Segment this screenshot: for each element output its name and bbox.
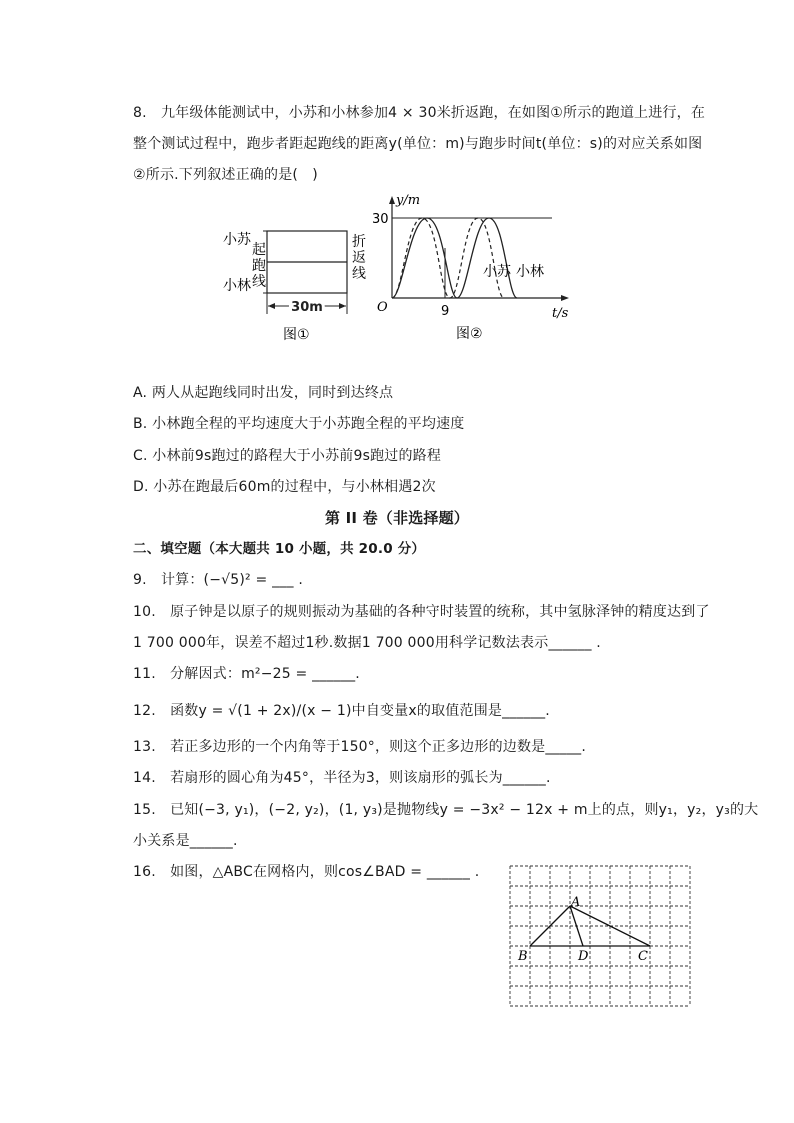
q11: 11. 分解因式：m²−25 = ______. <box>133 666 360 682</box>
q8-option-a: A. 两人从起跑线同时出发，同时到达终点 <box>133 385 394 401</box>
point-c-label: C <box>638 949 648 964</box>
fig1-start-line-char-2: 跑 <box>252 258 266 274</box>
curve-lin <box>392 218 517 298</box>
q8-option-b: B. 小林跑全程的平均速度大于小苏跑全程的平均速度 <box>133 416 465 432</box>
fig2-x-axis-label: t/s <box>552 306 569 321</box>
fig2-origin: O <box>377 300 388 315</box>
fig2-y-axis-label: y/m <box>396 193 421 208</box>
q10-line-2: 1 700 000年，误差不超过1秒.数据1 700 000用科学记数法表示______ . <box>133 635 601 651</box>
q15-line-2: 小关系是______. <box>133 833 238 849</box>
q8-option-d: D. 小苏在跑最后60m的过程中，与小林相遇2次 <box>133 479 436 495</box>
section-title: 二、填空题（本大题共 10 小题，共 20.0 分） <box>133 541 426 557</box>
q8-figure-1 <box>215 200 385 345</box>
fig2-label-su: 小苏 <box>483 264 511 280</box>
q9: 9. 计算：(−√5)² = ___ . <box>133 572 303 588</box>
curve-su <box>392 218 504 298</box>
fig2-label-lin: 小林 <box>516 264 544 280</box>
q8-stem-line-3: ②所示.下列叙述正确的是( ) <box>133 167 318 183</box>
fig1-turn-line-char-3: 线 <box>352 266 366 282</box>
q13: 13. 若正多边形的一个内角等于150°，则这个正多边形的边数是_____. <box>133 739 587 755</box>
q15-line-1: 15. 已知(−3, y₁)，(−2, y₂)，(1, y₃)是抛物线y = −3x² − 12x + m上的点，则y₁，y₂，y₃的大 <box>133 802 759 818</box>
q8-stem-line-1: 8. 九年级体能测试中，小苏和小林参加4 × 30米折返跑，在如图①所示的跑道上进行，在 <box>133 105 706 121</box>
fig1-caption: 图① <box>283 327 310 343</box>
fig1-length-label: 30m <box>291 300 323 315</box>
q8-figure-2 <box>372 190 582 345</box>
point-b-label: B <box>518 949 528 964</box>
fig1-label-lin: 小林 <box>223 278 251 294</box>
part2-title: 第 II 卷（非选择题） <box>324 509 469 527</box>
fig1-start-line-char-3: 线 <box>252 274 266 290</box>
fig1-turn-line-char-1: 折 <box>352 234 366 250</box>
q16-grid-figure <box>505 862 695 1012</box>
q8-stem-line-2: 整个测试过程中，跑步者距起跑线的距离y(单位：m)与跑步时间t(单位：s)的对应关系如图 <box>133 136 703 152</box>
q8-option-c: C. 小林前9s跑过的路程大于小苏前9s跑过的路程 <box>133 448 442 464</box>
point-a-label: A <box>571 895 581 910</box>
fig2-tick-9: 9 <box>441 304 450 319</box>
grid-lines <box>510 866 690 1006</box>
fig2-caption: 图② <box>456 326 483 342</box>
fig1-turn-line-char-2: 返 <box>352 250 366 266</box>
point-d-label: D <box>578 949 589 964</box>
q10-line-1: 10. 原子钟是以原子的规则振动为基础的各种守时装置的统称，其中氢脉泽钟的精度达到了 <box>133 604 710 620</box>
q14: 14. 若扇形的圆心角为45°，半径为3，则该扇形的弧长为______. <box>133 770 551 786</box>
fig2-tick-30: 30 <box>372 212 389 227</box>
fig1-label-su: 小苏 <box>223 232 251 248</box>
q16: 16. 如图，△ABC在网格内，则cos∠BAD = ______ . <box>133 864 480 880</box>
q12: 12. 函数y = √(1 + 2x)/(x − 1)中自变量x的取值范围是______. <box>133 703 550 719</box>
fig1-start-line-char-1: 起 <box>252 242 266 258</box>
